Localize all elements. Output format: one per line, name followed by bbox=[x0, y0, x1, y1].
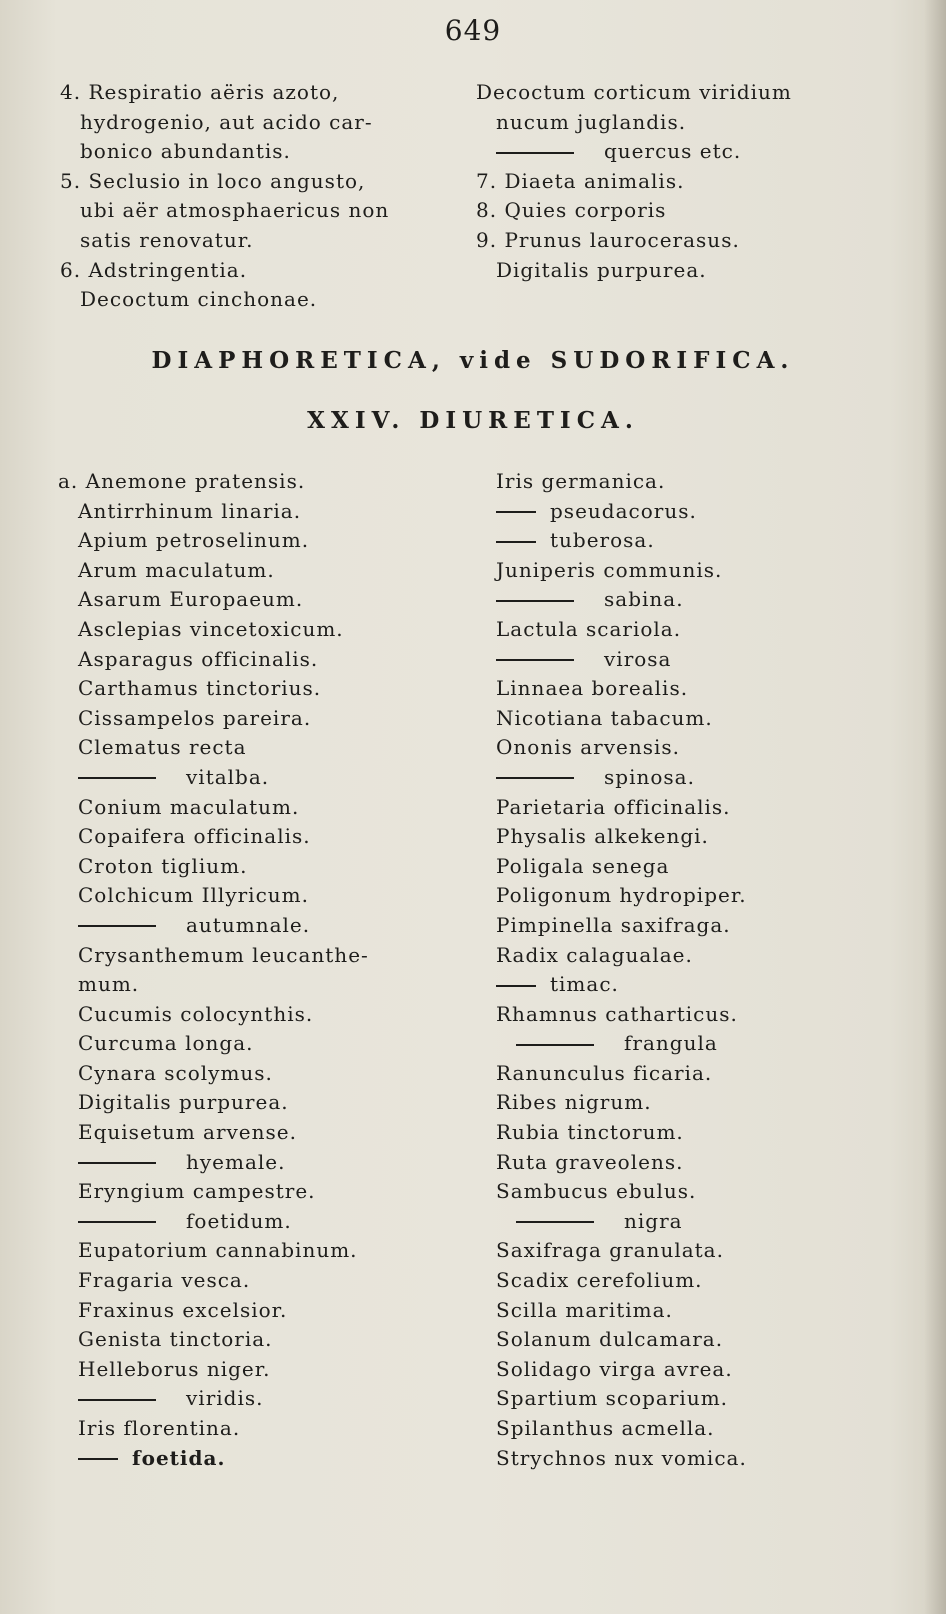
list-item: viridis. bbox=[58, 1384, 473, 1414]
ditto-dash bbox=[496, 600, 574, 602]
list-item: bonico abundantis. bbox=[80, 139, 291, 164]
list-item: Juniperis communis. bbox=[496, 557, 723, 582]
list-item: Iris germanica. bbox=[496, 469, 666, 493]
list-item: Decoctum cinchonae. bbox=[80, 287, 318, 312]
list-item: 5. Seclusio in loco angusto, bbox=[60, 168, 366, 193]
list-item: quercus etc. bbox=[476, 137, 916, 167]
diuretica-right-column bbox=[496, 467, 916, 1473]
list-item: Parietaria officinalis. bbox=[496, 794, 731, 819]
list-item: 4. Respiratio aëris azoto, bbox=[60, 80, 340, 104]
list-item: pseudacorus. bbox=[496, 497, 916, 527]
list-item: Lactula scariola. bbox=[496, 616, 682, 641]
list-item: Crysanthemum leucanthe- bbox=[78, 942, 369, 967]
list-item: tuberosa. bbox=[496, 526, 916, 556]
list-item: sabina. bbox=[496, 585, 916, 615]
list-item: Poligala senega bbox=[496, 853, 670, 878]
ditto-dash bbox=[496, 541, 536, 543]
list-item: Copaifera officinalis. bbox=[78, 824, 311, 849]
list-item: virosa bbox=[496, 645, 916, 675]
list-item: Rhamnus catharticus. bbox=[496, 1001, 738, 1026]
list-item: Cynara scolymus. bbox=[78, 1060, 273, 1085]
list-item: 8. Quies corporis bbox=[476, 198, 667, 223]
list-item: 7. Diaeta animalis. bbox=[476, 168, 685, 193]
list-item: Clematus recta bbox=[78, 735, 247, 760]
list-item: 6. Adstringentia. bbox=[60, 257, 248, 282]
list-item: Spartium scoparium. bbox=[496, 1386, 729, 1411]
list-item: 9. Prunus laurocerasus. bbox=[476, 227, 740, 252]
ditto-dash bbox=[78, 1458, 118, 1460]
list-item: a. Anemone pratensis. bbox=[58, 469, 306, 493]
list-item: Saxifraga granulata. bbox=[496, 1238, 724, 1263]
ditto-dash bbox=[496, 985, 536, 987]
list-item: ubi aër atmosphaericus non bbox=[80, 198, 390, 223]
list-item: Antirrhinum linaria. bbox=[78, 498, 302, 523]
page-edge-shadow bbox=[924, 0, 946, 1614]
list-item: Radix calagualae. bbox=[496, 942, 693, 967]
list-item: frangula bbox=[496, 1029, 916, 1059]
list-item: Scilla maritima. bbox=[496, 1297, 673, 1322]
list-item: Rubia tinctorum. bbox=[496, 1120, 684, 1145]
ditto-dash bbox=[496, 777, 574, 779]
list-item: Carthamus tinctorius. bbox=[78, 676, 322, 701]
list-item: hyemale. bbox=[58, 1148, 473, 1178]
diuretica-left-column bbox=[58, 467, 473, 1473]
list-item: nucum juglandis. bbox=[496, 109, 687, 134]
list-item: Strychnos nux vomica. bbox=[496, 1445, 747, 1470]
list-item: Curcuma longa. bbox=[78, 1031, 254, 1056]
list-item: Arum maculatum. bbox=[78, 557, 275, 582]
list-item: spinosa. bbox=[496, 763, 916, 793]
ditto-dash bbox=[516, 1221, 594, 1223]
list-item: nigra bbox=[496, 1207, 916, 1237]
list-item: Ribes nigrum. bbox=[496, 1090, 652, 1115]
list-item: Ononis arvensis. bbox=[496, 735, 680, 760]
list-item: Poligonum hydropiper. bbox=[496, 883, 747, 908]
list-item: Iris florentina. bbox=[78, 1416, 241, 1440]
ditto-dash bbox=[496, 659, 574, 661]
ditto-dash bbox=[78, 1162, 156, 1164]
list-item: Solidago virga avrea. bbox=[496, 1356, 733, 1381]
list-item: Decoctum corticum viridium bbox=[476, 80, 792, 104]
top-left-column bbox=[60, 78, 460, 315]
list-item: foetida. bbox=[58, 1444, 473, 1474]
list-item: Spilanthus acmella. bbox=[496, 1416, 715, 1440]
ditto-dash bbox=[516, 1044, 594, 1046]
list-item: Asparagus officinalis. bbox=[78, 646, 319, 671]
section-heading-diaphoretica: DIAPHORETICA, vide SUDORIFICA. bbox=[151, 347, 795, 374]
list-item: Genista tinctoria. bbox=[78, 1327, 273, 1352]
list-item: Eupatorium cannabinum. bbox=[78, 1238, 358, 1263]
section-heading-diuretica: XXIV. DIURETICA. bbox=[307, 407, 639, 434]
list-item: Croton tiglium. bbox=[78, 853, 248, 878]
page-number: 649 bbox=[444, 14, 502, 47]
list-item: Colchicum Illyricum. bbox=[78, 883, 309, 908]
top-right-column bbox=[476, 78, 916, 285]
list-item: timac. bbox=[496, 970, 916, 1000]
list-item: Asarum Europaeum. bbox=[78, 587, 304, 612]
list-item: Cissampelos pareira. bbox=[78, 705, 312, 730]
list-item: Apium petroselinum. bbox=[78, 528, 310, 553]
list-item: vitalba. bbox=[58, 763, 473, 793]
list-item: Sambucus ebulus. bbox=[496, 1179, 697, 1204]
list-item: autumnale. bbox=[58, 911, 473, 941]
list-item: mum. bbox=[78, 972, 140, 997]
list-item: Conium maculatum. bbox=[78, 794, 300, 819]
ditto-dash bbox=[496, 511, 536, 513]
list-item: Ranunculus ficaria. bbox=[496, 1060, 713, 1085]
list-item: foetidum. bbox=[58, 1207, 473, 1237]
list-item: Digitalis purpurea. bbox=[78, 1090, 289, 1115]
list-item: Linnaea borealis. bbox=[496, 676, 689, 701]
ditto-dash bbox=[78, 777, 156, 779]
list-item: Physalis alkekengi. bbox=[496, 824, 709, 849]
list-item: Eryngium campestre. bbox=[78, 1179, 316, 1204]
list-item: Asclepias vincetoxicum. bbox=[78, 616, 344, 641]
list-item: Pimpinella saxifraga. bbox=[496, 912, 731, 937]
ditto-dash bbox=[78, 1399, 156, 1401]
list-item: Scadix cerefolium. bbox=[496, 1268, 703, 1293]
list-item: Ruta graveolens. bbox=[496, 1149, 684, 1174]
list-item: Fragaria vesca. bbox=[78, 1268, 251, 1293]
list-item: Cucumis colocynthis. bbox=[78, 1001, 314, 1026]
list-item: satis renovatur. bbox=[80, 227, 254, 252]
list-item: Fraxinus excelsior. bbox=[78, 1297, 288, 1322]
ditto-dash bbox=[78, 925, 156, 927]
list-item: Digitalis purpurea. bbox=[496, 257, 707, 282]
list-item: Nicotiana tabacum. bbox=[496, 705, 713, 730]
list-item: Helleborus niger. bbox=[78, 1356, 271, 1381]
list-item: Equisetum arvense. bbox=[78, 1120, 297, 1145]
ditto-dash bbox=[496, 152, 574, 154]
list-item: Solanum dulcamara. bbox=[496, 1327, 724, 1352]
ditto-dash bbox=[78, 1221, 156, 1223]
list-item: hydrogenio, aut acido car- bbox=[80, 109, 373, 134]
